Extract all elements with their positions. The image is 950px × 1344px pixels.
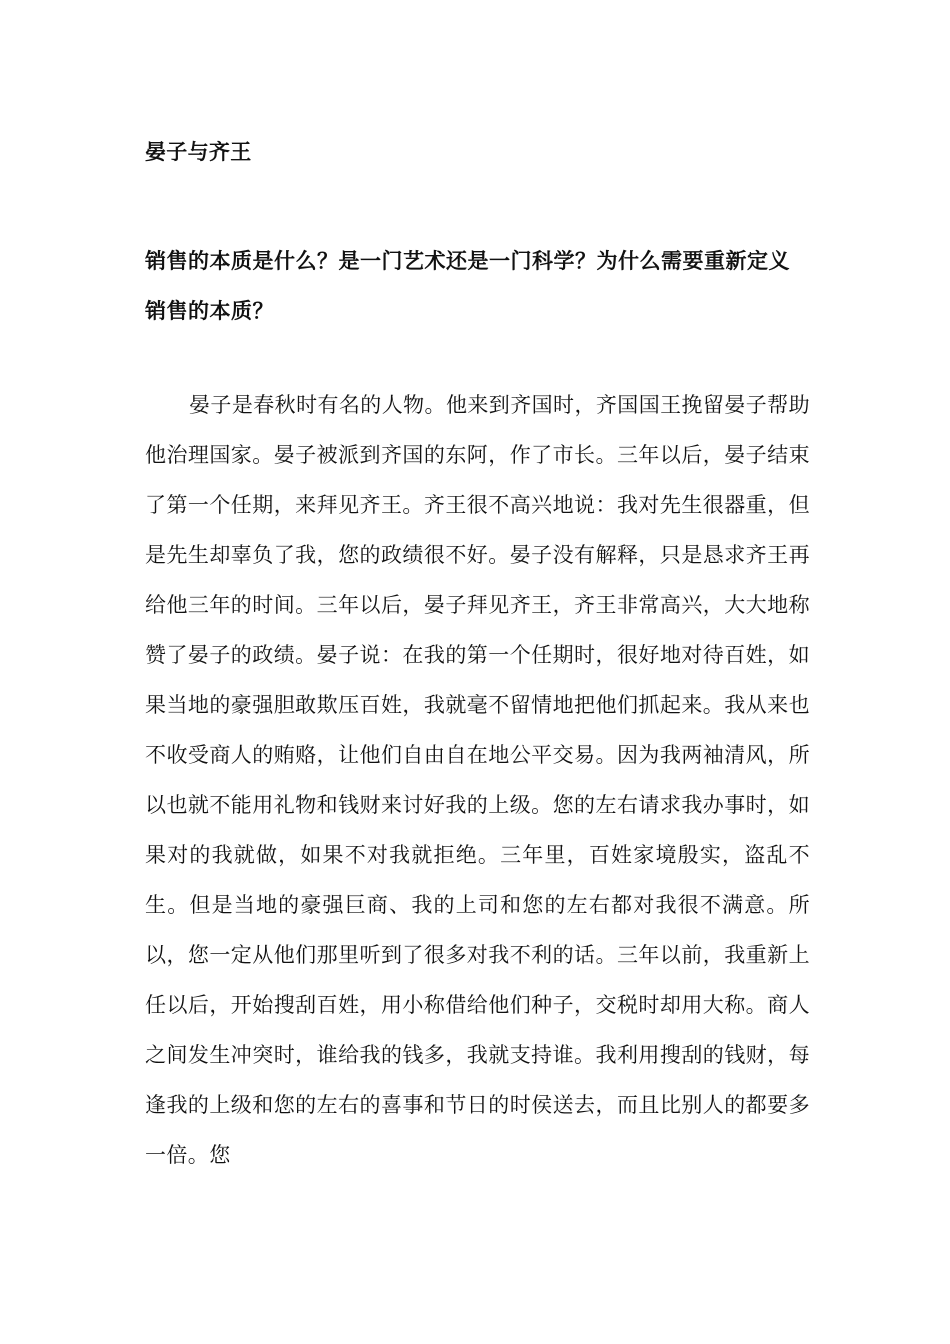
document-title: 晏子与齐王	[145, 140, 252, 164]
body-paragraph: 晏子是春秋时有名的人物。他来到齐国时，齐国国王挽留晏子帮助他治理国家。晏子被派到齐国的东阿，作了市长。三年以后，晏子结束了第一个任期，来拜见齐王。齐王很不高兴地说：我对先生很器重，但是先生却辜负了我，您的政绩很不好。晏子没有解释，只是恳求齐王再给他三年的时间。三年以后，晏子拜见齐王，齐王非常高兴，大大地称赞了晏子的政绩。晏子说：在我的第一个任期时，很好地对待百姓，如果当地的豪强胆敢欺压百姓，我就毫不留情地把他们抓起来。我从来也不收受商人的贿赂，让他们自由自在地公平交易。因为我两袖清风，所以也就不能用礼物和钱财来讨好我的上级。您的左右请求我办事时，如果对的我就做，如果不对我就拒绝。三年里，百姓家境殷实，盗乱不生。但是当地的豪强巨商、我的上司和您的左右都对我很不满意。所以，您一定从他们那里听到了很多对我不利的话。三年以前，我重新上任以后，开始搜刮百姓，用小称借给他们种子，交税时却用大称。商人之间发生冲突时，谁给我的钱多，我就支持谁。我利用搜刮的钱财，每逢我的上级和您的左右的喜事和节日的时侯送去，而且比别人的都要多一倍。您	[145, 393, 810, 1167]
question-heading: 销售的本质是什么？是一门艺术还是一门科学？为什么需要重新定义销售的本质？	[145, 249, 790, 323]
